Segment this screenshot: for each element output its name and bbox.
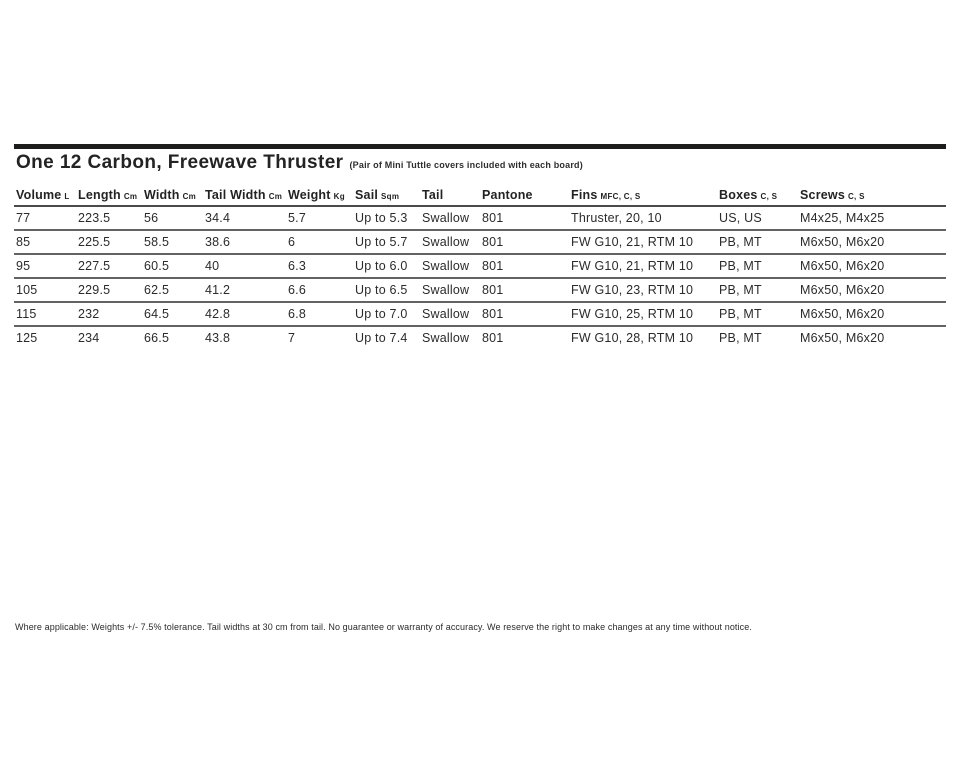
table-row	[14, 254, 946, 278]
cell-length: 227.5	[76, 254, 142, 278]
cell-fins: FW G10, 21, RTM 10	[569, 230, 717, 254]
cell-tail-width: 41.2	[203, 278, 286, 302]
cell-volume: 115	[14, 302, 76, 326]
cell-width: 58.5	[142, 230, 203, 254]
cell-pantone: 801	[480, 254, 569, 278]
cell-volume: 105	[14, 278, 76, 302]
cell-width: 60.5	[142, 254, 203, 278]
cell-width: 62.5	[142, 278, 203, 302]
cell-tail: Swallow	[420, 302, 480, 326]
cell-width: 64.5	[142, 302, 203, 326]
cell-tail-width: 40	[203, 254, 286, 278]
table-row	[14, 278, 946, 302]
cell-weight: 5.7	[286, 206, 353, 230]
spec-table	[14, 180, 946, 349]
cell-fins: Thruster, 20, 10	[569, 206, 717, 230]
cell-screws: M6x50, M6x20	[800, 331, 885, 345]
cell-sail: Up to 6.5	[353, 278, 420, 302]
header-weight: Weight Kg	[286, 180, 353, 206]
header-length: Length Cm	[76, 180, 142, 206]
cell-length: 234	[78, 331, 100, 345]
header-screws-unit: C, S	[847, 192, 865, 201]
cell-tail-width: 38.6	[203, 230, 286, 254]
cell-pantone: 801	[480, 206, 569, 230]
cell-length: 223.5	[76, 206, 142, 230]
cell-width: 66.5	[144, 331, 170, 345]
cell-tail: Swallow	[420, 206, 480, 230]
header-volume-unit: L	[64, 192, 70, 201]
table-row	[14, 302, 946, 326]
cell-volume: 85	[14, 230, 76, 254]
page-title: One 12 Carbon, Freewave Thruster	[16, 152, 344, 173]
cell-volume: 125	[16, 331, 38, 345]
cell-length: 225.5	[76, 230, 142, 254]
cell-boxes: US, US	[717, 206, 798, 230]
header-screws: Screws C, S	[798, 180, 946, 206]
cell-fins: FW G10, 23, RTM 10	[569, 278, 717, 302]
header-weight-unit: Kg	[333, 192, 345, 201]
cell-screws: M6x50, M6x20	[798, 278, 946, 302]
header-fins: Fins MFC, C, S	[569, 180, 717, 206]
cell-pantone: 801	[480, 278, 569, 302]
title-row	[16, 152, 583, 174]
header-tail-width: Tail Width Cm	[203, 180, 286, 206]
cell-tail: Swallow	[420, 230, 480, 254]
header-boxes-unit: C, S	[760, 192, 778, 201]
cell-length: 229.5	[76, 278, 142, 302]
header-volume: Volume L	[14, 180, 76, 206]
footnote-text: Where applicable: Weights +/- 7.5% tolerance. Tail widths at 30 cm from tail. No guarantee or warranty of accuracy. We reserve the right to make changes at any time without notice.	[15, 622, 752, 632]
cell-width: 56	[142, 206, 203, 230]
cell-weight: 6.8	[286, 302, 353, 326]
cell-pantone: 801	[482, 331, 504, 345]
table-header-row	[14, 180, 946, 206]
cell-volume: 77	[14, 206, 76, 230]
header-sail: Sail Sqm	[353, 180, 420, 206]
cell-sail: Up to 7.0	[353, 302, 420, 326]
cell-pantone: 801	[480, 302, 569, 326]
cell-tail-width: 42.8	[203, 302, 286, 326]
header-width: Width Cm	[142, 180, 203, 206]
table-row	[14, 326, 946, 349]
table-row	[14, 206, 946, 230]
header-sail-unit: Sqm	[381, 192, 400, 201]
cell-fins: FW G10, 21, RTM 10	[569, 254, 717, 278]
cell-boxes: PB, MT	[719, 331, 762, 345]
cell-boxes: PB, MT	[717, 254, 798, 278]
cell-tail: Swallow	[422, 331, 470, 345]
cell-length: 232	[76, 302, 142, 326]
cell-screws: M6x50, M6x20	[798, 254, 946, 278]
cell-screws: M6x50, M6x20	[798, 302, 946, 326]
cell-boxes: PB, MT	[717, 302, 798, 326]
cell-weight: 6.3	[286, 254, 353, 278]
header-length-unit: Cm	[123, 192, 138, 201]
cell-screws: M4x25, M4x25	[798, 206, 946, 230]
cell-weight: 6	[286, 230, 353, 254]
page-subtitle: (Pair of Mini Tuttle covers included with each board)	[349, 160, 583, 170]
cell-sail: Up to 5.3	[353, 206, 420, 230]
table-row	[14, 230, 946, 254]
cell-screws: M6x50, M6x20	[798, 230, 946, 254]
cell-sail: Up to 7.4	[355, 331, 408, 345]
cell-tail-width: 43.8	[205, 331, 231, 345]
header-pantone: Pantone	[480, 180, 569, 206]
cell-weight: 7	[288, 331, 296, 345]
header-fins-unit: MFC, C, S	[600, 192, 641, 201]
cell-tail: Swallow	[420, 278, 480, 302]
cell-volume: 95	[14, 254, 76, 278]
cell-tail: Swallow	[420, 254, 480, 278]
cell-weight: 6.6	[286, 278, 353, 302]
header-width-unit: Cm	[182, 192, 197, 201]
header-tail: Tail	[420, 180, 480, 206]
top-divider-bar	[14, 144, 946, 149]
cell-boxes: PB, MT	[717, 230, 798, 254]
header-tail-width-unit: Cm	[268, 192, 283, 201]
cell-fins: FW G10, 25, RTM 10	[569, 302, 717, 326]
cell-boxes: PB, MT	[717, 278, 798, 302]
cell-sail: Up to 5.7	[353, 230, 420, 254]
cell-pantone: 801	[480, 230, 569, 254]
cell-tail-width: 34.4	[203, 206, 286, 230]
cell-sail: Up to 6.0	[353, 254, 420, 278]
header-boxes: Boxes C, S	[717, 180, 798, 206]
cell-fins: FW G10, 28, RTM 10	[571, 331, 694, 345]
